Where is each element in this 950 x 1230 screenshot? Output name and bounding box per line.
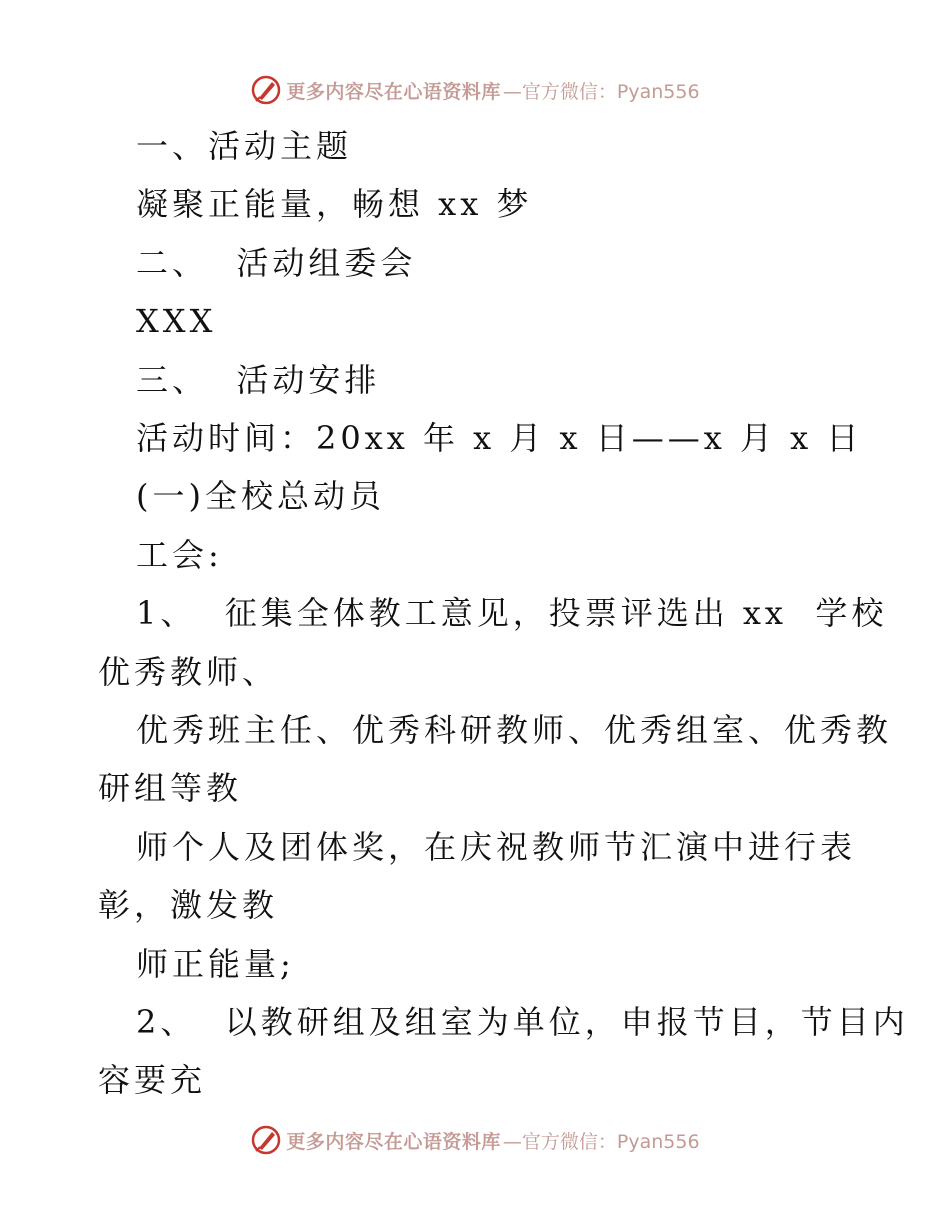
- subsection-heading: (一)全校总动员: [136, 477, 385, 515]
- watermark-brand-text: 更多内容尽在心语资料库: [286, 1130, 501, 1153]
- section-heading-schedule: 三、 活动安排: [136, 361, 381, 399]
- paragraph-line: 彰，激发教: [98, 886, 279, 924]
- quill-in-circle-icon: [250, 1124, 282, 1156]
- section-heading-committee: 二、 活动组委会: [136, 244, 417, 282]
- union-label: 工会:: [136, 536, 223, 574]
- watermark-banner-top: [0, 70, 950, 110]
- paragraph-line: 容要充: [98, 1061, 207, 1099]
- watermark-brand-text: 更多内容尽在心语资料库: [286, 80, 501, 103]
- activity-time-text: 活动时间：20xx 年 x 月 x 日——x 月 x 日: [136, 419, 863, 457]
- theme-text: 凝聚正能量，畅想 xx 梦: [136, 185, 533, 223]
- watermark-banner-bottom: [0, 1120, 950, 1160]
- paragraph-line: 2、 以教研组及组室为单位，申报节目，节目内: [136, 1003, 909, 1041]
- quill-in-circle-icon: [250, 74, 282, 106]
- paragraph-line: 师个人及团体奖，在庆祝教师节汇演中进行表: [136, 828, 857, 866]
- committee-text: XXX: [136, 302, 217, 340]
- paragraph-line: 1、 征集全体教工意见，投票评选出 xx 学校: [136, 594, 888, 632]
- section-heading-theme: 一、活动主题: [136, 127, 353, 165]
- paragraph-line: 研组等教: [98, 769, 243, 807]
- watermark-contact-text: —官方微信：Pyan556: [502, 1130, 700, 1153]
- paragraph-line: 师正能量;: [136, 945, 295, 983]
- paragraph-line: 优秀班主任、优秀科研教师、优秀组室、优秀教: [136, 711, 893, 749]
- watermark-contact-text: —官方微信：Pyan556: [502, 80, 700, 103]
- paragraph-line: 优秀教师、: [98, 653, 279, 691]
